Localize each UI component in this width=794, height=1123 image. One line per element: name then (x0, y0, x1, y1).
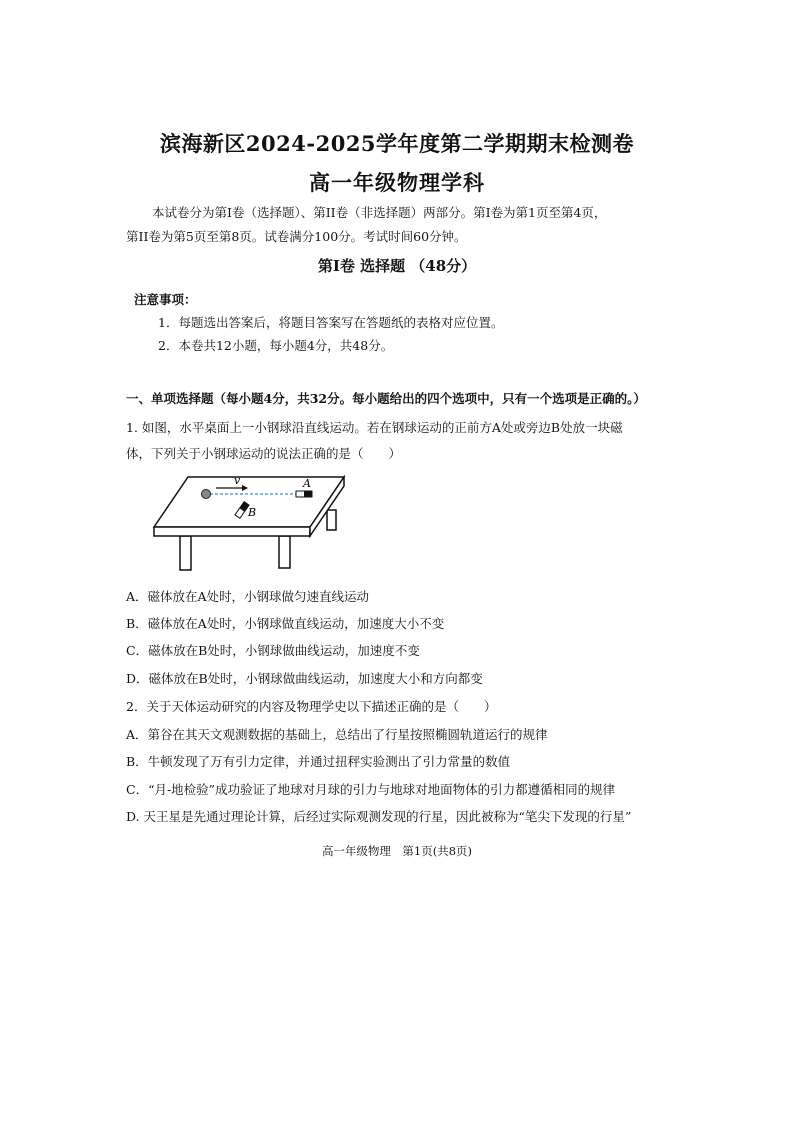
q1-option-b: B．磁体放在A处时，小钢球做直线运动，加速度大小不变 (126, 616, 445, 631)
tabletop-front-edge (154, 527, 310, 536)
exam-subtitle: 高一年级物理学科 (309, 170, 485, 195)
q2-option-c: C．“月-地检验”成功验证了地球对月球的引力与地球对地面物体的引力都遵循相同的规律 (126, 782, 616, 797)
q1-table-figure (146, 470, 352, 574)
q2-option-a: A．第谷在其天文观测数据的基础上，总结出了行星按照椭圆轨道运行的规律 (126, 727, 548, 742)
q1-option-a: A．磁体放在A处时，小钢球做匀速直线运动 (126, 589, 370, 604)
page-footer: 高一年级物理 第1页(共8页) (321, 844, 473, 858)
q2-option-b: B．牛顿发现了万有引力定律，并通过扭秤实验测出了引力常量的数值 (126, 754, 511, 769)
q2-stem: 2．关于天体运动研究的内容及物理学史以下描述正确的是（ ） (126, 699, 497, 714)
label-a: A (303, 477, 311, 490)
notes-item-1: 1．每题选出答案后，将题目答案写在答题纸的表格对应位置。 (158, 315, 504, 330)
velocity-label: v (234, 474, 241, 487)
notes-heading: 注意事项： (134, 292, 197, 307)
table-leg-left (180, 536, 191, 570)
q1-stem-line-1: 1. 如图，水平桌面上一小钢球沿直线运动。若在钢球运动的正前方A处或旁边B处放一块磁 (126, 420, 623, 435)
q1-stem-line-2: 体，下列关于小钢球运动的说法正确的是（ ） (126, 446, 402, 461)
q1-option-d: D．磁体放在B处时，小钢球做曲线运动，加速度大小和方向都变 (126, 671, 483, 686)
intro-line-1: 本试卷分为第I卷（选择题）、第II卷（非选择题）两部分。第I卷为第1页至第4页， (152, 205, 607, 220)
notes-item-2: 2．本卷共12小题，每小题4分，共48分。 (158, 338, 394, 353)
part-one-heading: 一、单项选择题（每小题4分，共32分。每小题给出的四个选项中，只有一个选项是正确的。） (126, 391, 646, 406)
q1-option-c: C．磁体放在B处时，小钢球做曲线运动，加速度不变 (126, 643, 420, 658)
table-leg-back (327, 510, 336, 530)
intro-line-2: 第II卷为第5页至第8页。试卷满分100分。考试时间60分钟。 (126, 229, 467, 244)
q2-option-d: D. 天王星是先通过理论计算，后经过实际观测发现的行星，因此被称为“笔尖下发现的行星” (126, 809, 632, 824)
exam-title: 滨海新区2024-2025学年度第二学期期末检测卷 (159, 131, 635, 156)
steel-ball (202, 490, 211, 499)
table-leg-right (279, 536, 290, 568)
magnet-a-pole (304, 491, 312, 497)
section-title: 第I卷 选择题 （48分） (317, 257, 477, 275)
label-b: B (248, 506, 257, 519)
